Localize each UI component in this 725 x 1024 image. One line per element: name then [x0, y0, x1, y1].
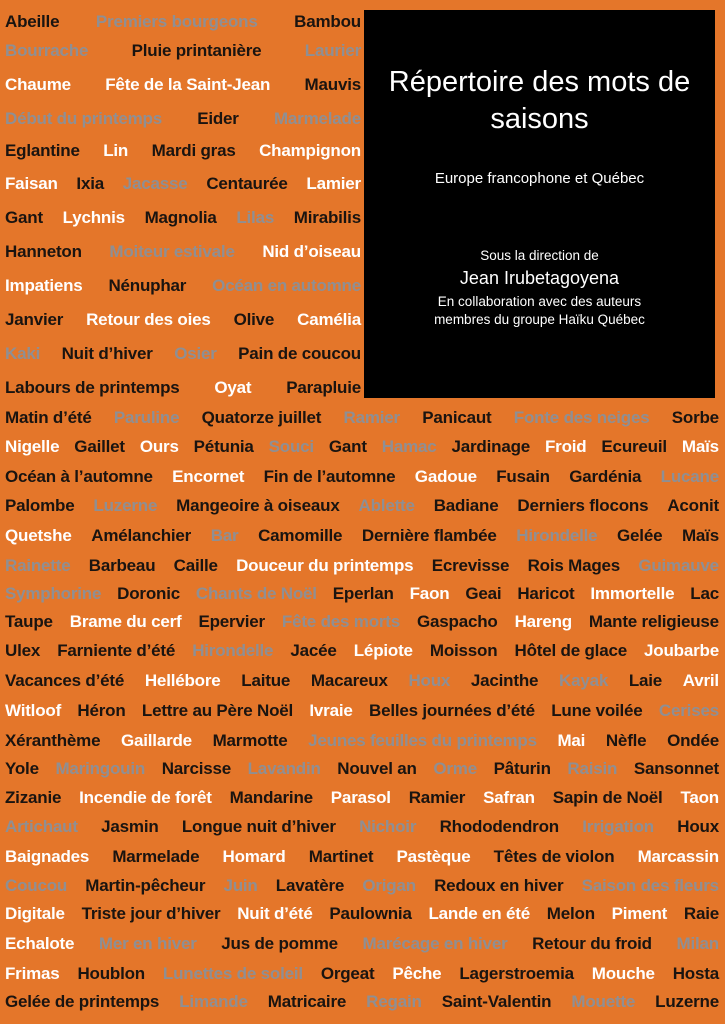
season-word: Avril [682, 671, 719, 690]
season-word: Parasol [330, 788, 391, 807]
season-word: Nouvel an [337, 759, 417, 778]
season-word: Ondée [667, 731, 719, 750]
word-row [5, 987, 719, 1017]
season-word: Camomille [258, 526, 343, 545]
word-row [5, 432, 719, 462]
season-word: Orme [433, 759, 477, 778]
season-word: Paruline [113, 408, 180, 427]
season-word: Aconit [667, 496, 719, 515]
season-word: Nichoir [359, 817, 417, 836]
season-word: Gaillet [74, 437, 125, 456]
season-word: Marmelade [112, 847, 200, 866]
season-word: Epervier [198, 612, 265, 631]
season-word: Mante religieuse [588, 612, 719, 631]
season-word: Fin de l’automne [263, 467, 396, 486]
word-row [5, 7, 361, 37]
season-word: Rois Mages [527, 556, 621, 575]
season-word: Lamier [306, 174, 361, 193]
season-word: Mardi gras [151, 141, 236, 160]
season-word: Douceur du printemps [236, 556, 414, 575]
season-word: Geai [465, 584, 502, 603]
season-word: Doronic [117, 584, 180, 603]
season-word: Jacée [290, 641, 337, 660]
season-word: Kayak [559, 671, 609, 690]
word-row [5, 666, 719, 696]
season-word: Orgeat [320, 964, 375, 983]
season-word: Abeille [5, 12, 60, 31]
season-word: Sansonnet [633, 759, 719, 778]
season-word: Bourrache [5, 41, 89, 60]
season-word: Taupe [5, 612, 53, 631]
season-word: Nuit d’hiver [61, 344, 153, 363]
season-word: Hareng [514, 612, 572, 631]
season-word: Centaurée [206, 174, 288, 193]
season-word: Yole [5, 759, 39, 778]
season-word: Pastèque [396, 847, 471, 866]
word-row [5, 726, 719, 756]
season-word: Oyat [214, 378, 252, 397]
word-row [5, 521, 719, 551]
season-word: Marcassin [637, 847, 719, 866]
season-word: Gaillarde [120, 731, 192, 750]
season-word: Luzerne [93, 496, 158, 515]
season-word: Lychnis [62, 208, 125, 227]
season-word: Paulownia [329, 904, 412, 923]
season-word: Impatiens [5, 276, 83, 295]
season-word: Ours [139, 437, 179, 456]
season-word: Gelée de printemps [5, 992, 160, 1011]
season-word: Mandarine [229, 788, 313, 807]
season-word: Matin d’été [5, 408, 92, 427]
season-word: Hamac [381, 437, 437, 456]
season-word: Belles journées d’été [369, 701, 535, 720]
season-word: Maïs [681, 526, 719, 545]
word-row [5, 783, 719, 813]
season-word: Têtes de violon [493, 847, 615, 866]
season-word: Quatorze juillet [201, 408, 322, 427]
season-word: Jus de pomme [221, 934, 338, 953]
season-word: Camélia [297, 310, 361, 329]
season-word: Rhododendron [439, 817, 559, 836]
season-word: Labours de printemps [5, 378, 180, 397]
season-word: Magnolia [144, 208, 217, 227]
season-word: Hôtel de glace [514, 641, 627, 660]
season-word: Raie [683, 904, 719, 923]
word-row [5, 36, 361, 66]
direction-label: Sous la direction de [480, 248, 599, 263]
season-word: Faisan [5, 174, 58, 193]
season-word: Jardinage [451, 437, 531, 456]
season-word: Amélanchier [91, 526, 192, 545]
season-word: Narcisse [161, 759, 231, 778]
title-box [364, 10, 715, 398]
season-word: Héron [77, 701, 126, 720]
season-word: Bar [210, 526, 239, 545]
season-word: Jacasse [122, 174, 188, 193]
season-word: Triste jour d’hiver [81, 904, 221, 923]
season-word: Pêche [392, 964, 442, 983]
word-row [5, 636, 719, 666]
word-row [5, 237, 361, 267]
season-word: Froid [544, 437, 587, 456]
season-word: Mai [557, 731, 586, 750]
season-word: Bambou [294, 12, 361, 31]
season-word: Laitue [241, 671, 291, 690]
season-word: Hirondelle [516, 526, 598, 545]
season-word: Lagerstroemia [459, 964, 574, 983]
season-word: Lune voilée [551, 701, 643, 720]
season-word: Ulex [5, 641, 41, 660]
season-word: Haricot [517, 584, 575, 603]
season-word: Pain de coucou [238, 344, 361, 363]
season-word: Faon [409, 584, 450, 603]
season-word: Incendie de forêt [79, 788, 212, 807]
season-word: Mauvis [304, 75, 361, 94]
season-word: Gelée [617, 526, 663, 545]
season-word: Martinet [308, 847, 374, 866]
season-word: Fête de la Saint-Jean [105, 75, 271, 94]
word-row [5, 754, 719, 784]
season-word: Derniers flocons [517, 496, 649, 515]
season-word: Gant [5, 208, 43, 227]
season-word: Barbeau [88, 556, 156, 575]
season-word: Chants de Noël [195, 584, 317, 603]
word-row [5, 339, 361, 369]
season-word: Retour des oies [86, 310, 211, 329]
season-word: Nuit d’été [237, 904, 313, 923]
word-row [5, 136, 361, 166]
season-word: Eglantine [5, 141, 80, 160]
season-word: Luzerne [655, 992, 719, 1011]
season-word: Immortelle [590, 584, 675, 603]
season-word: Marécage en hiver [362, 934, 508, 953]
season-word: Brame du cerf [69, 612, 182, 631]
season-word: Mouche [591, 964, 655, 983]
season-word: Cerises [658, 701, 719, 720]
season-word: Souci [268, 437, 314, 456]
season-word: Lavandin [247, 759, 321, 778]
season-word: Lac [690, 584, 719, 603]
season-word: Parapluie [286, 378, 361, 397]
season-word: Houblon [77, 964, 145, 983]
season-word: Fête des morts [281, 612, 401, 631]
word-row [5, 271, 361, 301]
season-word: Frimas [5, 964, 60, 983]
word-row [5, 169, 361, 199]
season-word: Coucou [5, 876, 68, 895]
season-word: Taon [680, 788, 719, 807]
collaboration-line-1: En collaboration avec des auteurs [437, 294, 642, 309]
word-row [5, 551, 719, 581]
season-word: Houx [677, 817, 719, 836]
season-word: Palombe [5, 496, 75, 515]
season-word: Hosta [672, 964, 719, 983]
season-word: Digitale [5, 904, 65, 923]
season-word: Laurier [304, 41, 361, 60]
season-word: Lin [103, 141, 129, 160]
word-row [5, 899, 719, 929]
season-word: Nèfle [605, 731, 647, 750]
season-word: Lunettes de soleil [162, 964, 303, 983]
season-word: Pluie printanière [131, 41, 262, 60]
season-word: Vacances d’été [5, 671, 125, 690]
season-word: Origan [362, 876, 416, 895]
season-word: Jacinthe [470, 671, 539, 690]
season-word: Gadoue [414, 467, 477, 486]
season-word: Lettre au Père Noël [141, 701, 294, 720]
season-word: Homard [222, 847, 286, 866]
season-word: Matricaire [267, 992, 347, 1011]
season-word: Artichaut [5, 817, 78, 836]
word-row [5, 812, 719, 842]
season-word: Symphorine [5, 584, 102, 603]
season-word: Guimauve [638, 556, 719, 575]
word-row [5, 305, 361, 335]
season-word: Quetshe [5, 526, 72, 545]
word-row [5, 696, 719, 726]
word-row [5, 579, 719, 609]
season-word: Ramier [408, 788, 466, 807]
word-row [5, 70, 361, 100]
season-word: Gaspacho [417, 612, 498, 631]
season-word: Dernière flambée [361, 526, 497, 545]
season-word: Ivraie [309, 701, 353, 720]
season-word: Longue nuit d’hiver [181, 817, 336, 836]
word-row [5, 842, 719, 872]
word-row [5, 104, 361, 134]
season-word: Fusain [496, 467, 550, 486]
season-word: Maringouin [55, 759, 146, 778]
book-subtitle: Europe francophone et Québec [434, 170, 645, 187]
season-word: Océan en automne [212, 276, 361, 295]
season-word: Jeunes feuilles du printemps [308, 731, 537, 750]
season-word: Caille [173, 556, 218, 575]
word-row [5, 462, 719, 492]
season-word: Redoux en hiver [434, 876, 564, 895]
season-word: Moisson [429, 641, 498, 660]
season-word: Xéranthème [5, 731, 101, 750]
season-word: Fonte des neiges [513, 408, 650, 427]
season-word: Irrigation [582, 817, 654, 836]
season-word: Marmelade [273, 109, 361, 128]
season-word: Badiane [433, 496, 499, 515]
season-word: Zizanie [5, 788, 62, 807]
word-row [5, 929, 719, 959]
season-word: Jasmin [101, 817, 159, 836]
season-word: Mer en hiver [98, 934, 197, 953]
season-word: Baignades [5, 847, 90, 866]
season-word: Milan [676, 934, 719, 953]
season-word: Ablette [358, 496, 415, 515]
season-word: Safran [483, 788, 535, 807]
season-word: Sorbe [671, 408, 719, 427]
season-word: Premiers bourgeons [95, 12, 258, 31]
season-word: Moiteur estivale [109, 242, 235, 261]
season-word: Laie [628, 671, 663, 690]
season-word: Piment [611, 904, 668, 923]
season-word: Olive [233, 310, 275, 329]
editor-name: Jean Irubetagoyena [459, 268, 620, 288]
word-row [5, 203, 361, 233]
season-word: Retour du froid [532, 934, 652, 953]
word-row [5, 959, 719, 989]
word-row [5, 491, 719, 521]
season-word: Encornet [172, 467, 245, 486]
season-word: Ixia [76, 174, 104, 193]
season-word: Eider [197, 109, 239, 128]
season-word: Nid d’oiseau [262, 242, 361, 261]
season-word: Maïs [681, 437, 719, 456]
season-word: Hanneton [5, 242, 82, 261]
season-word: Lavatère [275, 876, 345, 895]
season-word: Echalote [5, 934, 75, 953]
season-word: Macareux [310, 671, 388, 690]
season-word: Juin [223, 876, 258, 895]
season-word: Panicaut [422, 408, 492, 427]
season-word: Eperlan [332, 584, 394, 603]
season-word: Sapin de Noël [552, 788, 663, 807]
season-word: Saint-Valentin [441, 992, 552, 1011]
season-word: Pétunia [193, 437, 254, 456]
season-word: Saison des fleurs [581, 876, 719, 895]
season-word: Gant [328, 437, 367, 456]
season-word: Janvier [5, 310, 64, 329]
season-word: Mangeoire à oiseaux [176, 496, 340, 515]
season-word: Melon [546, 904, 595, 923]
word-row [5, 607, 719, 637]
season-word: Houx [408, 671, 451, 690]
collaboration-line-2: membres du groupe Haïku Québec [434, 312, 645, 327]
season-word: Farniente d’été [57, 641, 176, 660]
season-word: Regain [366, 992, 422, 1011]
season-word: Marmotte [212, 731, 288, 750]
season-word: Martin-pêcheur [85, 876, 206, 895]
season-word: Lilas [236, 208, 275, 227]
season-word: Champignon [259, 141, 361, 160]
season-word: Rainette [5, 556, 71, 575]
book-title: Répertoire des mots de saisons [388, 66, 691, 135]
season-word: Mirabilis [293, 208, 361, 227]
season-word: Mouette [571, 992, 636, 1011]
season-word: Début du printemps [5, 109, 162, 128]
season-word: Osier [174, 344, 217, 363]
word-row [5, 403, 719, 433]
season-word: Nénuphar [108, 276, 187, 295]
season-word: Gardénia [569, 467, 642, 486]
season-word: Pâturin [493, 759, 551, 778]
season-word: Limande [179, 992, 248, 1011]
season-word: Lépiote [353, 641, 413, 660]
word-row [5, 871, 719, 901]
season-word: Hellébore [144, 671, 221, 690]
season-word: Joubarbe [644, 641, 719, 660]
season-word: Lucane [660, 467, 719, 486]
season-word: Kaki [5, 344, 41, 363]
season-word: Witloof [5, 701, 62, 720]
season-word: Raisin [567, 759, 618, 778]
word-row [5, 373, 361, 403]
season-word: Chaume [5, 75, 71, 94]
season-word: Océan à l’automne [5, 467, 153, 486]
season-word: Nigelle [5, 437, 60, 456]
season-word: Ramier [343, 408, 400, 427]
season-word: Ecrevisse [431, 556, 510, 575]
season-word: Ecureuil [601, 437, 667, 456]
season-word: Lande en été [428, 904, 530, 923]
season-word: Hirondelle [192, 641, 274, 660]
